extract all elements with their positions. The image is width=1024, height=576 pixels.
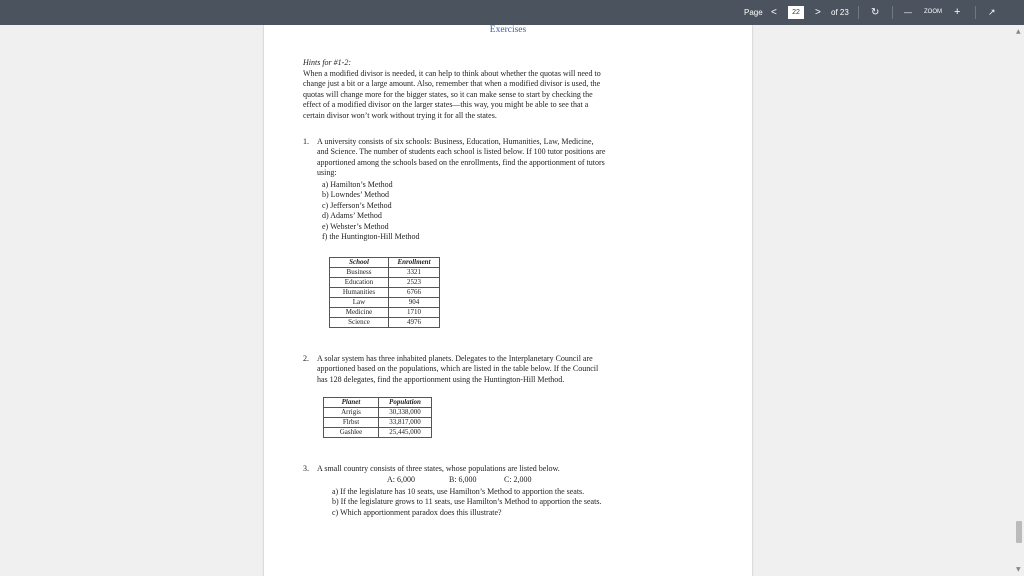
q1-option: a) Hamilton’s Method — [322, 180, 393, 189]
table-cell: Science — [330, 318, 389, 328]
table-row — [330, 318, 440, 328]
q3-number: 3. — [303, 464, 309, 473]
table-header: Enrollment — [389, 258, 440, 268]
table-cell: 904 — [389, 298, 440, 308]
population-table — [323, 397, 432, 438]
table-row — [330, 278, 440, 288]
hints-heading: Hints for #1-2: — [303, 58, 351, 67]
page-number-input[interactable]: 22 — [788, 6, 804, 19]
q1-option: c) Jefferson’s Method — [322, 200, 392, 210]
q2-number: 2. — [303, 354, 309, 363]
table-header: Population — [379, 398, 432, 408]
hints-line: effect of a modified divisor on the larger states—this way, you might be able to see that a — [303, 100, 589, 110]
q3-text: A small country consists of three states, whose populations are listed below. — [317, 464, 560, 473]
table-cell: Medicine — [330, 308, 389, 318]
q3-part: c) Which apportionment paradox does this illustrate? — [332, 507, 502, 517]
q2-line: has 128 delegates, find the apportionment using the Huntington-Hill Method. — [317, 374, 565, 384]
table-row — [330, 298, 440, 308]
q1-number: 1. — [303, 137, 309, 146]
page-title: Exercises — [489, 25, 527, 35]
toolbar-divider — [858, 6, 859, 19]
table-cell: 2523 — [389, 278, 440, 288]
table-cell: 30,338,000 — [379, 408, 432, 418]
q3-pop: A: 6,000 — [387, 475, 415, 484]
q1-text — [317, 137, 605, 179]
table-cell: 33,817,000 — [379, 418, 432, 428]
table-row — [330, 268, 440, 278]
table-row — [324, 428, 432, 438]
q1-line: apportioned among the schools based on the enrollments, find the apportionment of tutors — [317, 157, 605, 167]
table-cell: Flrbst — [324, 418, 379, 428]
q1-option: e) Webster’s Method — [322, 221, 389, 231]
viewer-toolbar — [0, 0, 1024, 25]
table-cell: 6766 — [389, 288, 440, 298]
q1-option: f) the Huntington-Hill Method — [322, 232, 420, 242]
prev-page-button[interactable]: < — [771, 7, 777, 18]
q3-pop: C: 2,000 — [504, 475, 532, 484]
table-cell: Humanities — [330, 288, 389, 298]
q3-parts — [332, 487, 601, 518]
q1-option: d) Adams’ Method — [322, 211, 382, 221]
q1-line: and Science. The number of students each school is listed below. If 100 tutor positions are — [317, 147, 606, 157]
enrollment-table — [329, 257, 440, 328]
table-cell: 1710 — [389, 308, 440, 318]
zoom-label: ZOOM — [924, 9, 942, 15]
toolbar-divider — [975, 6, 976, 19]
table-cell: Law — [330, 298, 389, 308]
scrollbar-thumb[interactable] — [1016, 521, 1022, 543]
q3-part: a) If the legislature has 10 seats, use Hamilton’s Method to apportion the seats. — [332, 487, 585, 496]
table-row — [324, 418, 432, 428]
hints-line: certain divisor won’t work without trying it for all the states. — [303, 110, 497, 120]
table-row — [324, 408, 432, 418]
table-cell: Business — [330, 268, 389, 278]
hints-line: When a modified divisor is needed, it can help to think about whether the quotas will need to — [303, 69, 601, 78]
table-cell: 4976 — [389, 318, 440, 328]
table-cell: 3321 — [389, 268, 440, 278]
q1-options — [322, 180, 420, 242]
q1-line: A university consists of six schools: Business, Education, Humanities, Law, Medicine, — [317, 137, 594, 146]
q2-line: apportioned based on the populations, which are listed in the table below. If the Council — [317, 364, 599, 374]
rotate-icon[interactable]: ↻ — [871, 7, 880, 18]
q3-pop: B: 6,000 — [449, 475, 477, 484]
zoom-in-button[interactable]: + — [954, 6, 961, 18]
hints-line: quotas will change more for the bigger states, so it can make sense to start by checking the — [303, 89, 593, 99]
table-cell: Arrigis — [324, 408, 379, 418]
fullscreen-icon[interactable]: ↗ — [988, 7, 996, 17]
table-header-row — [330, 258, 440, 268]
zoom-out-button[interactable]: — — [904, 8, 912, 17]
q2-text — [317, 354, 598, 385]
q2-line: A solar system has three inhabited planets. Delegates to the Interplanetary Council are — [317, 354, 593, 363]
document-viewer[interactable] — [0, 25, 1014, 576]
page-label: Page — [744, 8, 763, 17]
q3-part: b) If the legislature grows to 11 seats, use Hamilton’s Method to apportion the seats. — [332, 497, 602, 507]
table-header-row — [324, 398, 432, 408]
hints-line: change just a bit or a large amount. Also, remember that when a modified divisor is used, the — [303, 79, 601, 89]
table-row — [330, 288, 440, 298]
pdf-page — [264, 25, 752, 576]
scroll-up-icon[interactable]: ▲ — [1016, 28, 1021, 35]
scroll-down-icon[interactable]: ▼ — [1016, 566, 1021, 573]
q1-option: b) Lowndes’ Method — [322, 190, 389, 200]
table-cell: Gashlee — [324, 428, 379, 438]
table-row — [330, 308, 440, 318]
total-pages: of 23 — [831, 8, 849, 17]
toolbar-divider — [892, 6, 893, 19]
q1-line: using: — [317, 168, 337, 178]
table-header: School — [330, 258, 389, 268]
table-header: Planet — [324, 398, 379, 408]
vertical-scrollbar[interactable] — [1014, 25, 1024, 576]
hints-paragraph — [303, 69, 601, 121]
table-cell: 25,445,000 — [379, 428, 432, 438]
table-cell: Education — [330, 278, 389, 288]
next-page-button[interactable]: > — [815, 7, 821, 18]
